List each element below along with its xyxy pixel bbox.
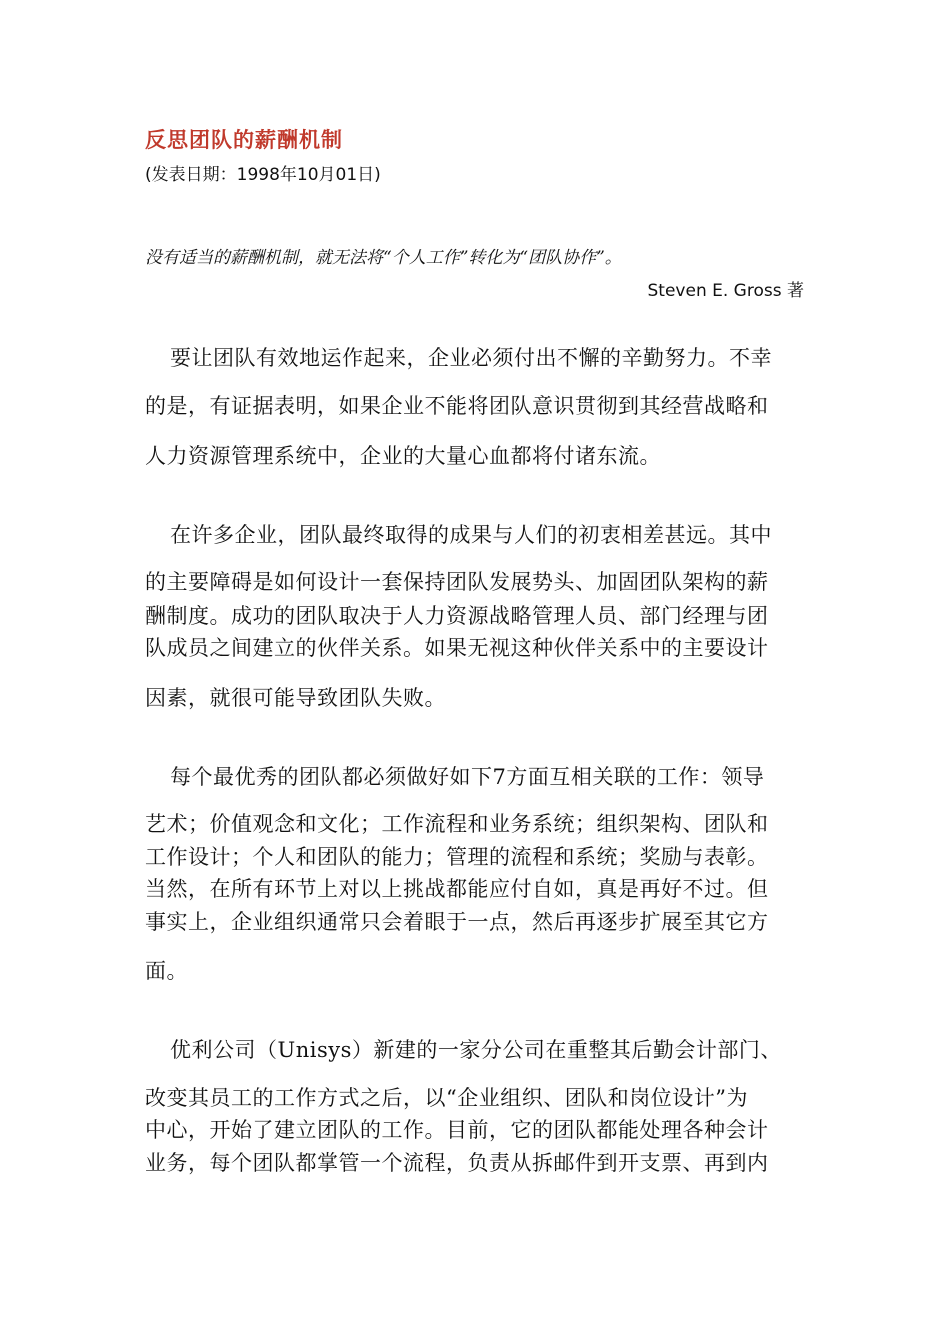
paragraph-3-line-4: 当然，在所有环节上对以上挑战都能应付自如，真是再好不过。但 — [145, 877, 769, 901]
paragraph-4-line-4: 业务，每个团队都掌管一个流程，负责从拆邮件到开支票、再到内 — [145, 1151, 769, 1175]
publish-date: (发表日期：1998年10月01日) — [145, 165, 381, 185]
paragraph-3-line-5: 事实上，企业组织通常只会着眼于一点，然后再逐步扩展至其它方 — [145, 910, 769, 934]
paragraph-3-line-1: 每个最优秀的团队都必须做好如下7方面互相关联的工作：领导 — [170, 765, 765, 789]
epigraph-quote: 没有适当的薪酬机制，就无法将“个人工作”转化为“团队协作”。 — [145, 248, 622, 268]
paragraph-4-line-2: 改变其员工的工作方式之后，以“企业组织、团队和岗位设计”为 — [145, 1086, 748, 1110]
article-title: 反思团队的薪酬机制 — [145, 128, 343, 152]
paragraph-1-line-1: 要让团队有效地运作起来，企业必须付出不懈的辛勤努力。不幸 — [170, 346, 772, 370]
paragraph-4-line-1: 优利公司（Unisys）新建的一家分公司在重整其后勤会计部门、 — [170, 1038, 782, 1062]
paragraph-3-line-2: 艺术；价值观念和文化；工作流程和业务系统；组织架构、团队和 — [145, 812, 769, 836]
paragraph-2-line-2: 的主要障碍是如何设计一套保持团队发展势头、加固团队架构的薪 — [145, 570, 769, 594]
paragraph-2-line-3: 酬制度。成功的团队取决于人力资源战略管理人员、部门经理与团 — [145, 604, 769, 628]
paragraph-1-line-2: 的是，有证据表明，如果企业不能将团队意识贯彻到其经营战略和 — [145, 394, 769, 418]
paragraph-3-line-6: 面。 — [145, 959, 188, 983]
author-credit: Steven E. Gross 著 — [647, 281, 804, 301]
paragraph-2-line-4: 队成员之间建立的伙伴关系。如果无视这种伙伴关系中的主要设计 — [145, 636, 769, 660]
paragraph-2-line-5: 因素，就很可能导致团队失败。 — [145, 686, 446, 710]
paragraph-2-line-1: 在许多企业，团队最终取得的成果与人们的初衷相差甚远。其中 — [170, 523, 772, 547]
paragraph-1-line-3: 人力资源管理系统中，企业的大量心血都将付诸东流。 — [145, 444, 661, 468]
paragraph-4-line-3: 中心，开始了建立团队的工作。目前，它的团队都能处理各种会计 — [145, 1118, 769, 1142]
paragraph-3-line-3: 工作设计；个人和团队的能力；管理的流程和系统；奖励与表彰。 — [145, 845, 769, 869]
